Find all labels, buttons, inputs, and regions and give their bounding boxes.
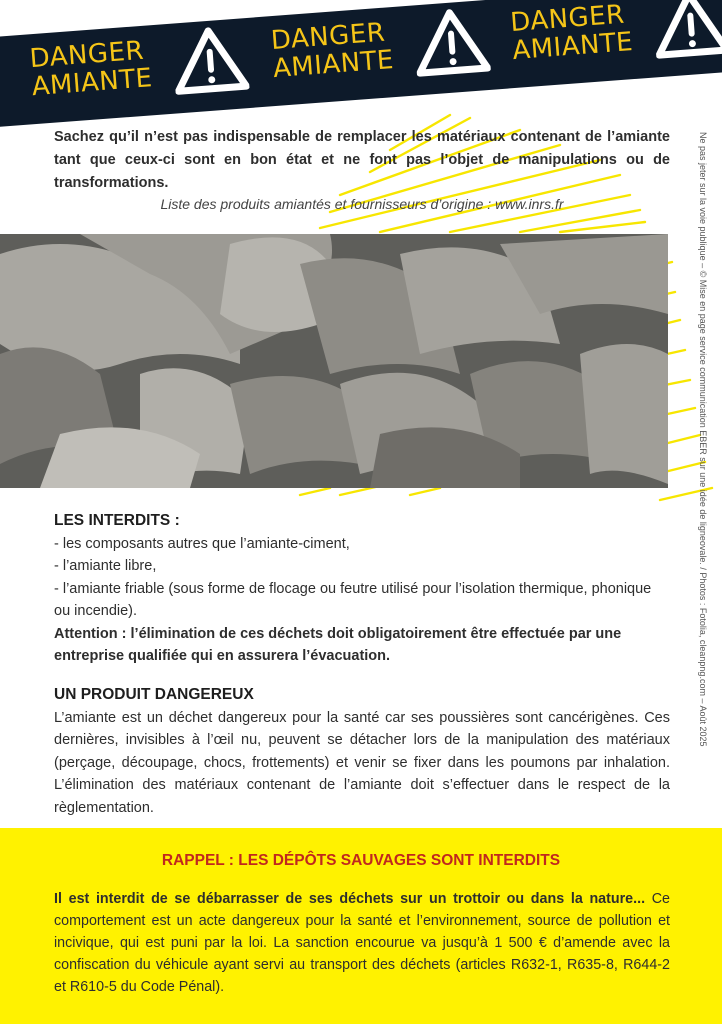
interdits-item: - les composants autres que l’amiante-ciment, bbox=[54, 535, 350, 552]
warning-triangle-icon bbox=[171, 24, 250, 95]
danger-banner bbox=[0, 0, 722, 128]
asbestos-photo bbox=[0, 234, 668, 488]
banner-line-danger: DANGER bbox=[269, 17, 387, 57]
rappel-text: Ce comportement est un acte dangereux pour la santé et l’environnement, source de pollution et incivique, qui est puni par la loi. La sanction encourue va jusqu’à 1 500 € d’amende avec la confiscation du véhicule ayant servi au transport des déchets (articles R632-1, R635-8, R644-2 et R610-5 du Code Pénal). bbox=[54, 891, 671, 995]
interdits-title: LES INTERDITS : bbox=[54, 512, 180, 529]
interdits-item: - l’amiante friable (sous forme de flocage ou feutre utilisé pour l’isolation thermique, phonique ou incendie). bbox=[54, 580, 652, 619]
banner-line-danger: DANGER bbox=[28, 35, 145, 75]
banner-line-amiante: AMIANTE bbox=[511, 27, 635, 67]
warning-triangle-icon bbox=[412, 6, 491, 77]
banner-item bbox=[509, 0, 722, 70]
banner-line-amiante: AMIANTE bbox=[30, 63, 154, 103]
interdits-warning: Attention : l’élimination de ces déchets doit obligatoirement être effectuée par une entreprise qualifiée qui en assurera l’évacuation. bbox=[54, 625, 622, 664]
banner-item bbox=[270, 6, 491, 88]
side-credits-note: Ne pas jeter sur la voie publique – © Mise en page service communication EBER sur une idée de ligneovale. / Photos : Fotolia, cleanpng.com – Août 2025 bbox=[698, 132, 708, 747]
banner-line-danger: DANGER bbox=[509, 0, 626, 39]
banner-line-amiante: AMIANTE bbox=[272, 45, 395, 85]
section-interdits bbox=[54, 510, 670, 668]
interdits-item: - l’amiante libre, bbox=[54, 558, 157, 574]
rappel-body bbox=[54, 888, 670, 998]
rappel-lead: Il est interdit de se débarrasser de ses déchets sur un trottoir ou dans la nature... bbox=[54, 891, 646, 907]
section-danger bbox=[54, 684, 670, 819]
rappel-title: RAPPEL : LES DÉPÔTS SAUVAGES SONT INTERDITS bbox=[161, 852, 561, 869]
danger-title: UN PRODUIT DANGEREUX bbox=[54, 686, 254, 703]
source-link-text: Liste des produits amiantés et fournisseurs d’origine : www.inrs.fr bbox=[160, 196, 564, 212]
danger-text: L’amiante est un déchet dangereux pour la santé car ses poussières sont cancérigènes. Ces dernières, invisibles à l’œil nu, peuvent se détacher lors de la manipulation des matériaux (perçage, découpage, chocs, frottements) et venir se fixer dans les poumons par inhalation. L’élimination des matériaux contenant de l’amiante doit s’effectuer dans le respect de la règlementation. bbox=[54, 709, 670, 816]
asbestos-sheets-illustration bbox=[0, 234, 668, 488]
banner-item bbox=[28, 24, 249, 106]
intro-text: Sachez qu’il n’est pas indispensable de remplacer les matériaux contenant de l’amiante tant que ceux-ci sont en bon état et ne font pas l’objet de manipulations ou de transformations. bbox=[54, 129, 670, 191]
warning-triangle-icon bbox=[651, 0, 722, 59]
